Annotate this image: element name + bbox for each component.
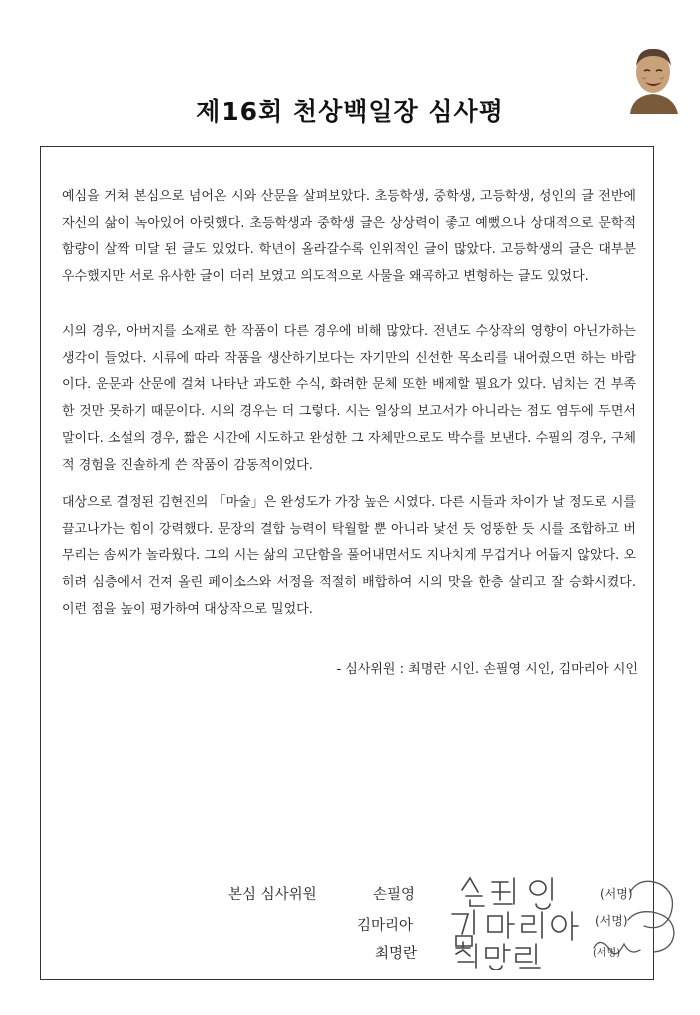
seal-mark-2: (서명) <box>595 914 628 928</box>
review-paragraph-3: 대상으로 결정된 김현진의 「마술」은 완성도가 가장 높은 시였다. 다른 시들과 차이가 날 정도로 시를 끌고나가는 힘이 강력했다. 문장의 결합 능력이 탁월할 뿐 아니라 낯선 듯 엉뚱한 듯 시를 조합하고 버무리는 솜씨가 놀라웠다. 그의 시는 삶의 고단함을 풀어내면서도 지나치게 무겁거나 어둡지 않았다. 오히려 심층에서 건져 올린 페이소스와 서정을 적절히 배합하여 시의 맛을 한층 살리고 잘 승화시켰다. 이런 점을 높이 평가하여 대상작으로 밀었다. <box>62 495 636 617</box>
signature-role: 본심 심사위원 <box>228 887 317 903</box>
seal-mark-1: (서명) <box>600 887 633 901</box>
signature-area <box>0 870 700 970</box>
signature-name-2: 김마리아 <box>357 918 414 934</box>
page-title: 제16회 천상백일장 심사평 <box>196 97 504 126</box>
signature-name-1: 손필영 <box>373 887 416 903</box>
judges-line: - 심사위원 : 최명란 시인. 손필영 시인, 김마리아 시인 <box>336 662 638 677</box>
review-paragraph-2: 시의 경우, 아버지를 소재로 한 작품이 다른 경우에 비해 많았다. 전년도 수상작의 영향이 아닌가하는 생각이 들었다. 시류에 따라 작품을 생산하기보다는 자기만의 신선한 목소리를 내어줬으면 하는 바람이다. 운문과 산문에 걸쳐 나타난 과도한 수식, 화려한 문체 또한 배제할 필요가 있다. 넘치는 건 부족한 것만 못하기 때문이다. 시의 경우는 더 그렇다. 시는 일상의 보고서가 아니라는 점도 염두에 두면서 말이다. 소설의 경우, 짧은 시간에 시도하고 완성한 그 자체만으로도 박수를 보낸다. 수필의 경우, 구체적 경험을 진솔하게 쓴 작품이 감동적이었다. <box>62 324 636 473</box>
signature-name-3: 최명란 <box>375 946 418 962</box>
seal-mark-3: (서명) <box>593 948 621 959</box>
review-paragraph-1: 예심을 거쳐 본심으로 넘어온 시와 산문을 살펴보았다. 초등학생, 중학생, 고등학생, 성인의 글 전반에 자신의 삶이 녹아있어 아릿했다. 초등학생과 중학생 글은 상상력이 좋고 예뻤으나 상대적으로 문학적 함량이 살짝 미달 된 글도 있었다. 학년이 올라갈수록 인위적인 글이 많았다. 고등학생의 글은 대부분 우수했지만 서로 유사한 글이 더러 보였고 의도적으로 사물을 왜곡하고 변형하는 글도 있었다. <box>62 189 636 285</box>
